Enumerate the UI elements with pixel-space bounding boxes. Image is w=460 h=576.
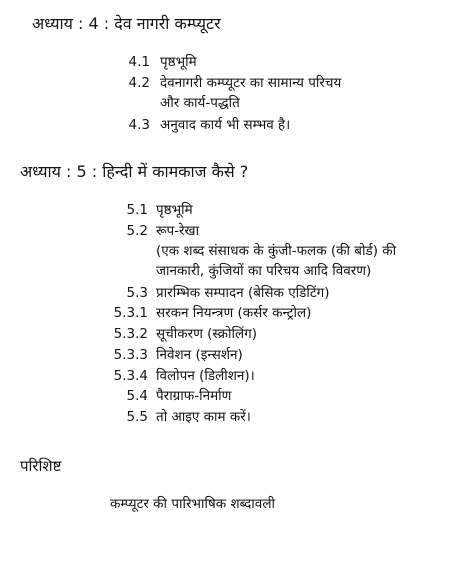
toc-number-5-3-2: 5.3.2 xyxy=(113,326,148,342)
toc-number-5-3: 5.3 xyxy=(126,285,148,301)
appendix-heading: परिशिष्ट xyxy=(20,457,62,475)
toc-entry-5-3-4: विलोपन (डिलीशन)। xyxy=(156,368,255,384)
toc-entry-5-2-continuation-2: जानकारी, कुंजियों का परिचय आदि विवरण) xyxy=(156,263,372,279)
toc-number-4-1: 4.1 xyxy=(128,54,150,70)
appendix-entry: कम्प्यूटर की पारिभाषिक शब्दावली xyxy=(110,496,275,512)
toc-entry-5-3-1: सरकन नियन्त्रण (कर्सर कन्ट्रोल) xyxy=(156,305,312,321)
toc-entry-5-1: पृष्ठभूमि xyxy=(156,202,193,218)
toc-entry-5-2: रूप-रेखा xyxy=(156,223,200,239)
toc-number-5-3-1: 5.3.1 xyxy=(113,305,148,321)
toc-entry-4-2-continuation: और कार्य-पद्धति xyxy=(160,95,240,111)
toc-entry-5-2-continuation-1: (एक शब्द संसाधक के कुंजी-फलक (की बोर्ड) की xyxy=(156,243,397,259)
toc-number-4-3: 4.3 xyxy=(128,117,150,133)
toc-entry-5-4: पैराग्राफ-निर्माण xyxy=(156,388,232,404)
toc-number-5-3-3: 5.3.3 xyxy=(113,347,148,363)
toc-number-5-3-4: 5.3.4 xyxy=(113,368,148,384)
toc-entry-4-1: पृष्ठभूमि xyxy=(160,54,197,70)
toc-number-5-5: 5.5 xyxy=(126,409,148,425)
toc-entry-4-2: देवनागरी कम्प्यूटर का सामान्य परिचय xyxy=(160,75,342,91)
toc-entry-5-3-3: निवेशन (इन्सर्शन) xyxy=(156,347,243,363)
toc-entry-5-3: प्रारम्भिक सम्पादन (बेसिक एडिटिंग) xyxy=(156,285,330,301)
toc-number-5-4: 5.4 xyxy=(126,388,148,404)
toc-entry-4-3: अनुवाद कार्य भी सम्भव है। xyxy=(160,117,291,133)
chapter-5-heading: अध्याय : 5 : हिन्दी में कामकाज कैसे ? xyxy=(20,162,249,181)
toc-number-4-2: 4.2 xyxy=(128,75,150,91)
toc-entry-5-5: तो आइए काम करें। xyxy=(156,409,251,425)
toc-entry-5-3-2: सूचीकरण (स्क्रोलिंग) xyxy=(156,326,258,342)
toc-number-5-2: 5.2 xyxy=(126,223,148,239)
toc-number-5-1: 5.1 xyxy=(126,202,148,218)
chapter-4-heading: अध्याय : 4 : देव नागरी कम्प्यूटर xyxy=(32,14,221,33)
